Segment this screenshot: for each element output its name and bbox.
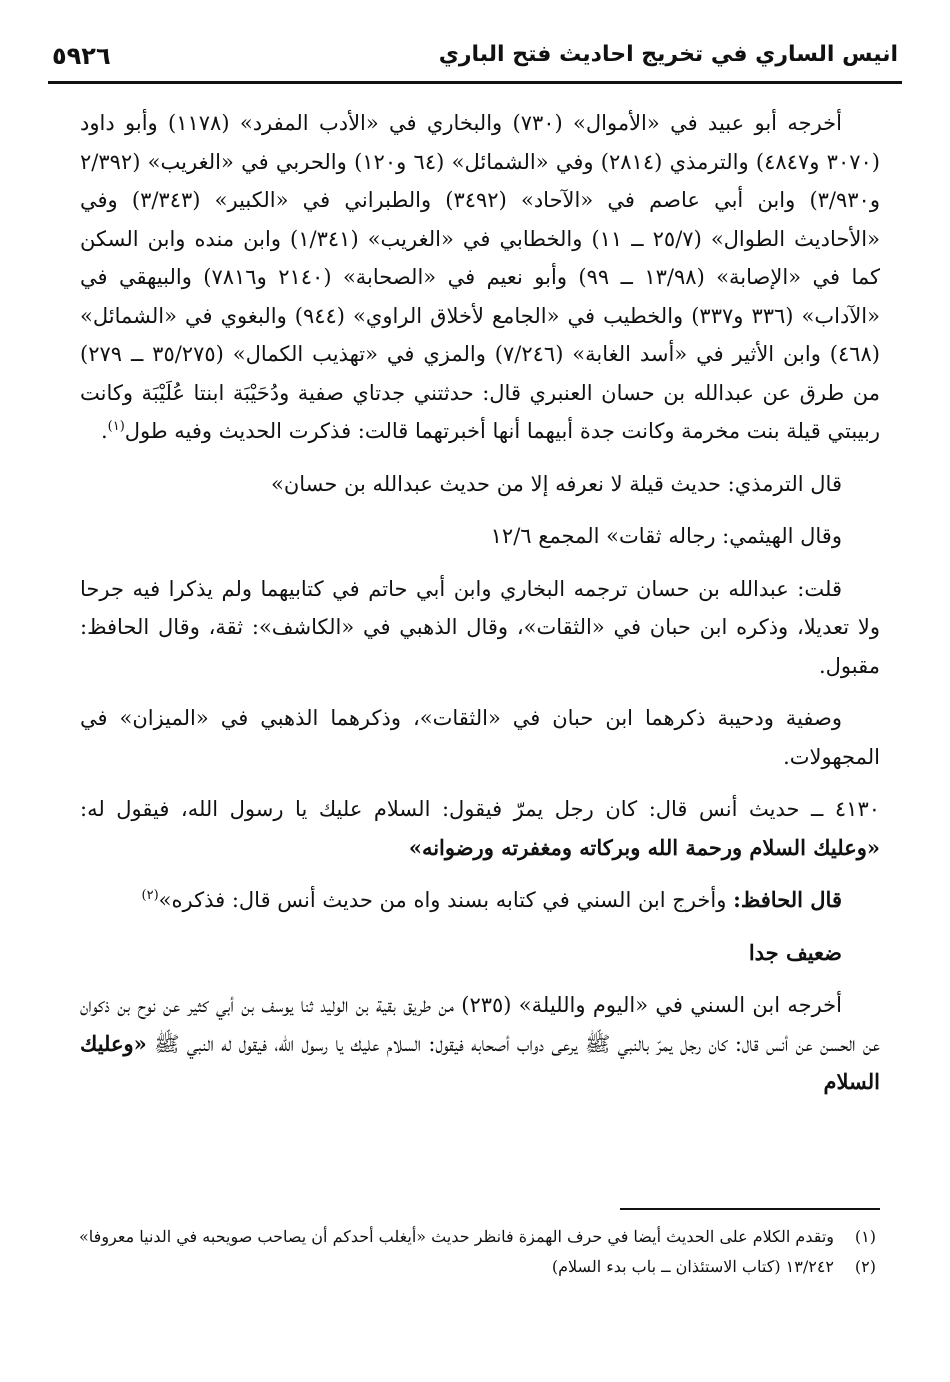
footnote-1-text: وتقدم الكلام على الحديث أيضا في حرف الهمزة فانظر حديث «أيغلب أحدكم أن يصاحب صويحبه في الدنيا معروفا» xyxy=(79,1227,834,1246)
takhrij-text: أخرجه أبو عبيد في «الأموال» (٧٣٠) والبخاري في «الأدب المفرد» (١١٧٨) وأبو داود (٣٠٧٠ و٤٨٤٧) والترمذي (٢٨١٤) وفي «الشمائل» (٦٤ و١٢٠) والحربي في «الغريب» (٢/٣٩٢ و٣/٩٣٠) وابن أبي عاصم في «الآحاد» (٣٤٩٢) والطبراني في «الكبير» (٣/٣٤٣) وفي «الأحاديث الطوال» (٢٥/٧ ــ ١١) والخطابي في «الغريب» (١/٣٤١) وابن منده وابن السكن كما في «الإصابة» (١٣/٩٨ ــ ٩٩) وأبو نعيم في «الصحابة» (٢١٤٠ و٧٨١٦) والبيهقي في «الآداب» (٣٣٦ و٣٣٧) والخطيب في «الجامع لأخلاق الراوي» (٩٤٤) والبغوي في «الشمائل» (٤٦٨) وابن الأثير في «أسد الغابة» (٧/٢٤٦) والمزي في «تهذيب الكمال» (٣٥/٢٧٥ ــ ٢٧٩) من طرق عن عبدالله بن حسان العنبري قال: حدثتني جدتاي صفية ودُحَيْبَة ابنتا عُلَيْبَة وكانت ربيبتي قيلة بنت مخرمة وكانت جدة أبيهما أنها أخبرتهما قالت: فذكرت الحديث وفيه طول xyxy=(80,111,880,443)
takhrij-paragraph-2 xyxy=(80,986,880,1102)
haythami-quote: وقال الهيثمي: رجاله ثقات» المجمع ١٢/٦ xyxy=(490,524,842,548)
footnote-1-number: (١) xyxy=(854,1227,876,1246)
footnote-rule xyxy=(620,1208,880,1210)
footnote-1 xyxy=(72,1222,880,1252)
tirmidhi-quote: قال الترمذي: حديث قيلة لا نعرفه إلا من حديث عبدالله بن حسان» xyxy=(270,471,842,496)
page-number: ٥٩٢٦ xyxy=(52,42,111,70)
takhrij-end: . xyxy=(100,419,108,443)
hadith-entry xyxy=(80,790,880,867)
hadith-number: ٤١٣٠ ــ xyxy=(811,797,881,821)
book-title: انيس الساري في تخريج احاديث فتح الباري xyxy=(438,42,898,67)
footnote-ref-1[interactable]: (١) xyxy=(107,419,125,434)
main-text xyxy=(80,104,880,1102)
author-comment: قلت: عبدالله بن حسان ترجمه البخاري وابن أبي حاتم في كتابيهما ولم يذكرا فيه جرحا ولا تعديلا، وذكره ابن حبان في «الثقات»، وقال الذهبي في «الكاشف»: ثقة، وقال الحافظ: مقبول. xyxy=(80,576,880,678)
hafiz-text: وأخرج ابن السني في كتابه بسند واه من حديث أنس قال: فذكره» xyxy=(158,888,734,912)
footnote-ref-2[interactable]: (٢) xyxy=(141,888,159,903)
footnote-2-text: ١٣/٢٤٢ (كتاب الاستئذان ــ باب بدء السلام) xyxy=(551,1257,834,1276)
footnote-2-number: (٢) xyxy=(854,1257,876,1276)
takhrij-2-bold: «وعليك السلام xyxy=(80,1030,880,1094)
takhrij-paragraph xyxy=(80,104,880,451)
hafiz-label: قال الحافظ: xyxy=(733,887,842,912)
footnotes xyxy=(72,1222,880,1282)
hadith-grade: ضعيف جدا xyxy=(748,939,842,965)
footnote-2 xyxy=(72,1252,880,1282)
running-header xyxy=(52,40,898,80)
header-rule xyxy=(48,81,902,84)
takhrij-2-text: أخرجه ابن السني في «اليوم والليلة» (٢٣٥) من طريق بقية بن الوليد ثنا يوسف بن أبي كثير عن نوح بن ذكوان عن الحسن عن أنس قال: كان رجل يمرّ بالنبي ﷺ يرعى دواب أصحابه فيقول: السلام عليك يا رسول الله، فيقول له النبي ﷺ xyxy=(80,993,880,1056)
hadith-text: حديث أنس قال: كان رجل يمرّ فيقول: السلام عليك يا رسول الله، فيقول له: xyxy=(80,797,800,821)
narrators-note: وصفية ودحيبة ذكرهما ابن حبان في «الثقات»، وذكرهما الذهبي في «الميزان» في المجهولات. xyxy=(80,706,880,769)
hadith-reply: «وعليك السلام ورحمة الله وبركاته ومغفرته ورضوانه» xyxy=(408,834,880,860)
hafiz-statement xyxy=(80,881,880,920)
